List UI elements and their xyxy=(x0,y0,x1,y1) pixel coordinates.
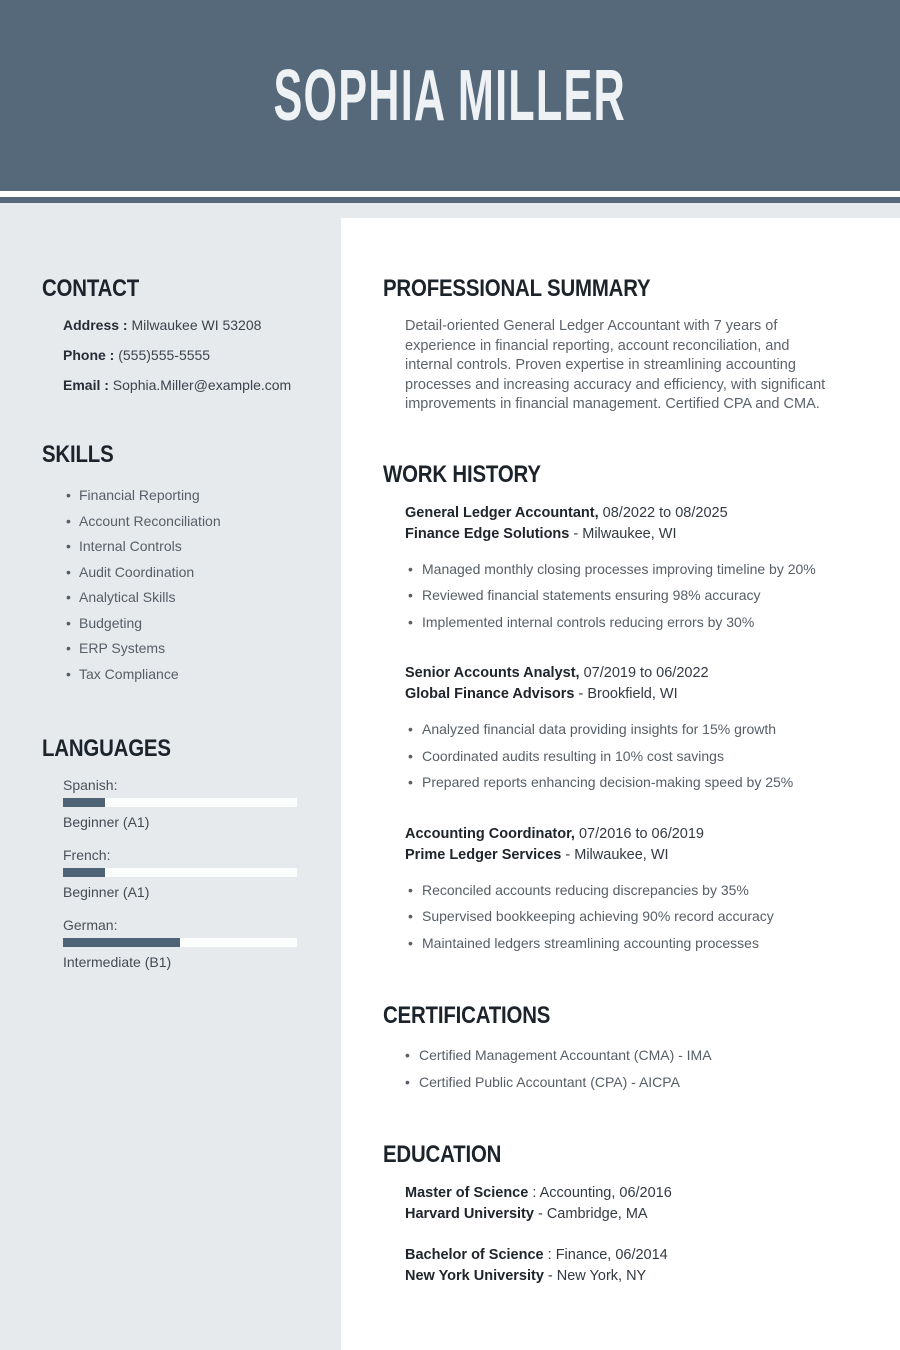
skill-item: • Budgeting xyxy=(66,611,319,637)
job-bullet: • Supervised bookkeeping achieving 90% record accuracy xyxy=(408,903,845,930)
degree-detail: : Accounting, 06/2016 xyxy=(528,1185,672,1201)
degree-school-line xyxy=(405,1204,845,1225)
job-company-line xyxy=(405,845,845,866)
contact-row-phone xyxy=(63,347,319,363)
job-company: Prime Ledger Services xyxy=(405,846,562,863)
contact-heading: CONTACT xyxy=(42,275,140,302)
degree-entry xyxy=(405,1245,845,1287)
job-bullet: • Reconciled accounts reducing discrepancies by 35% xyxy=(408,877,845,904)
phone-value: (555)555-5555 xyxy=(118,347,211,363)
job-title-line xyxy=(405,663,845,684)
job-company: Global Finance Advisors xyxy=(405,686,575,702)
language-item-spanish xyxy=(63,777,319,830)
email-value: Sophia.Miller@example.com xyxy=(112,377,292,393)
languages-section xyxy=(42,735,319,970)
job-title: General Ledger Accountant, xyxy=(405,504,599,521)
job-location: - Milwaukee, WI xyxy=(569,525,677,542)
language-level: Beginner (A1) xyxy=(63,814,150,830)
certifications-section xyxy=(383,1002,845,1095)
skills-section xyxy=(42,441,319,687)
job-bullets xyxy=(408,877,845,957)
email-label: Email : xyxy=(63,377,109,393)
degree-name: Master of Science xyxy=(405,1185,529,1201)
work-history-section xyxy=(383,461,845,957)
language-item-french xyxy=(63,847,319,900)
job-bullets xyxy=(408,556,845,636)
job-title: Accounting Coordinator, xyxy=(405,825,575,842)
skill-item: • Financial Reporting xyxy=(66,483,319,509)
language-progress-fill xyxy=(63,938,180,947)
certifications-list xyxy=(405,1042,845,1095)
school-name: New York University xyxy=(405,1268,544,1284)
degree-name: Bachelor of Science xyxy=(405,1247,544,1263)
languages-heading: LANGUAGES xyxy=(42,735,171,762)
candidate-name: SOPHIA MILLER xyxy=(273,55,627,136)
job-title: Senior Accounts Analyst, xyxy=(405,665,580,681)
skills-list xyxy=(66,483,319,687)
job-company: Finance Edge Solutions xyxy=(405,525,570,542)
job-company-line xyxy=(405,684,845,705)
contact-rows xyxy=(63,317,319,393)
skill-item: • Analytical Skills xyxy=(66,585,319,611)
job-dates: 08/2022 to 08/2025 xyxy=(598,504,728,521)
page-header xyxy=(0,0,900,191)
job-entry xyxy=(405,824,845,957)
job-title-line xyxy=(405,503,845,524)
education-section xyxy=(383,1141,845,1287)
job-title-line xyxy=(405,824,845,845)
sidebar xyxy=(0,203,341,1350)
job-location: - Milwaukee, WI xyxy=(561,846,669,863)
degree-entry xyxy=(405,1183,845,1225)
job-entry xyxy=(405,663,845,796)
language-name: Spanish: xyxy=(63,777,118,793)
certifications-heading: CERTIFICATIONS xyxy=(383,1002,551,1029)
work-history-heading: WORK HISTORY xyxy=(383,460,541,488)
job-bullet: • Reviewed financial statements ensuring 98% accuracy xyxy=(408,582,845,609)
skill-item: • ERP Systems xyxy=(66,636,319,662)
phone-label: Phone : xyxy=(63,347,115,363)
language-level: Beginner (A1) xyxy=(63,884,150,900)
main-panel xyxy=(341,218,900,1350)
certification-item: • Certified Management Accountant (CMA) - IMA xyxy=(405,1042,845,1069)
job-entry xyxy=(405,503,845,636)
job-bullets xyxy=(408,716,845,796)
main-column xyxy=(341,203,900,1350)
school-name: Harvard University xyxy=(405,1206,534,1222)
summary-heading: PROFESSIONAL SUMMARY xyxy=(383,275,651,302)
job-bullet: • Analyzed financial data providing insights for 15% growth xyxy=(408,716,845,743)
language-name: German: xyxy=(63,917,118,933)
degree-title-line xyxy=(405,1245,845,1266)
summary-text: Detail-oriented General Ledger Accountant with 7 years of experience in financial reporting, account reconciliation, and internal controls. Proven expertise in streamlining accounting processes and increasing accuracy and efficiency, with significant improvements in financial management. Certified CPA and CMA. xyxy=(405,318,826,412)
page-body xyxy=(0,203,900,1350)
job-bullet: • Maintained ledgers streamlining accounting processes xyxy=(408,930,845,957)
job-location: - Brookfield, WI xyxy=(574,686,678,702)
contact-section xyxy=(42,275,319,393)
contact-row-address xyxy=(63,317,319,333)
skill-item: • Account Reconciliation xyxy=(66,509,319,535)
certification-item: • Certified Public Accountant (CPA) - AICPA xyxy=(405,1069,845,1096)
job-dates: 07/2016 to 06/2019 xyxy=(574,825,704,842)
degree-detail: : Finance, 06/2014 xyxy=(543,1247,668,1263)
skill-item: • Internal Controls xyxy=(66,534,319,560)
language-name: French: xyxy=(63,847,111,863)
job-dates: 07/2019 to 06/2022 xyxy=(579,665,709,681)
degree-title-line xyxy=(405,1183,845,1204)
contact-row-email xyxy=(63,377,319,393)
language-progress-bar xyxy=(63,938,297,947)
summary-section xyxy=(383,275,845,415)
school-location: - Cambridge, MA xyxy=(533,1206,648,1222)
school-location: - New York, NY xyxy=(543,1268,647,1284)
language-progress-fill xyxy=(63,798,105,807)
job-company-line xyxy=(405,524,845,545)
languages-list xyxy=(63,777,319,970)
language-progress-bar xyxy=(63,868,297,877)
job-bullet: • Implemented internal controls reducing errors by 30% xyxy=(408,609,845,636)
degree-school-line xyxy=(405,1266,845,1287)
language-progress-fill xyxy=(63,868,105,877)
job-bullet: • Prepared reports enhancing decision-making speed by 25% xyxy=(408,769,845,796)
skill-item: • Tax Compliance xyxy=(66,662,319,688)
job-bullet: • Managed monthly closing processes improving timeline by 20% xyxy=(408,556,845,583)
job-bullet: • Coordinated audits resulting in 10% cost savings xyxy=(408,743,845,770)
language-level: Intermediate (B1) xyxy=(63,954,172,970)
language-item-german xyxy=(63,917,319,970)
skills-heading: SKILLS xyxy=(42,441,114,468)
language-progress-bar xyxy=(63,798,297,807)
education-heading: EDUCATION xyxy=(383,1141,502,1168)
address-value: Milwaukee WI 53208 xyxy=(131,317,262,333)
skill-item: • Audit Coordination xyxy=(66,560,319,586)
address-label: Address : xyxy=(63,317,128,333)
